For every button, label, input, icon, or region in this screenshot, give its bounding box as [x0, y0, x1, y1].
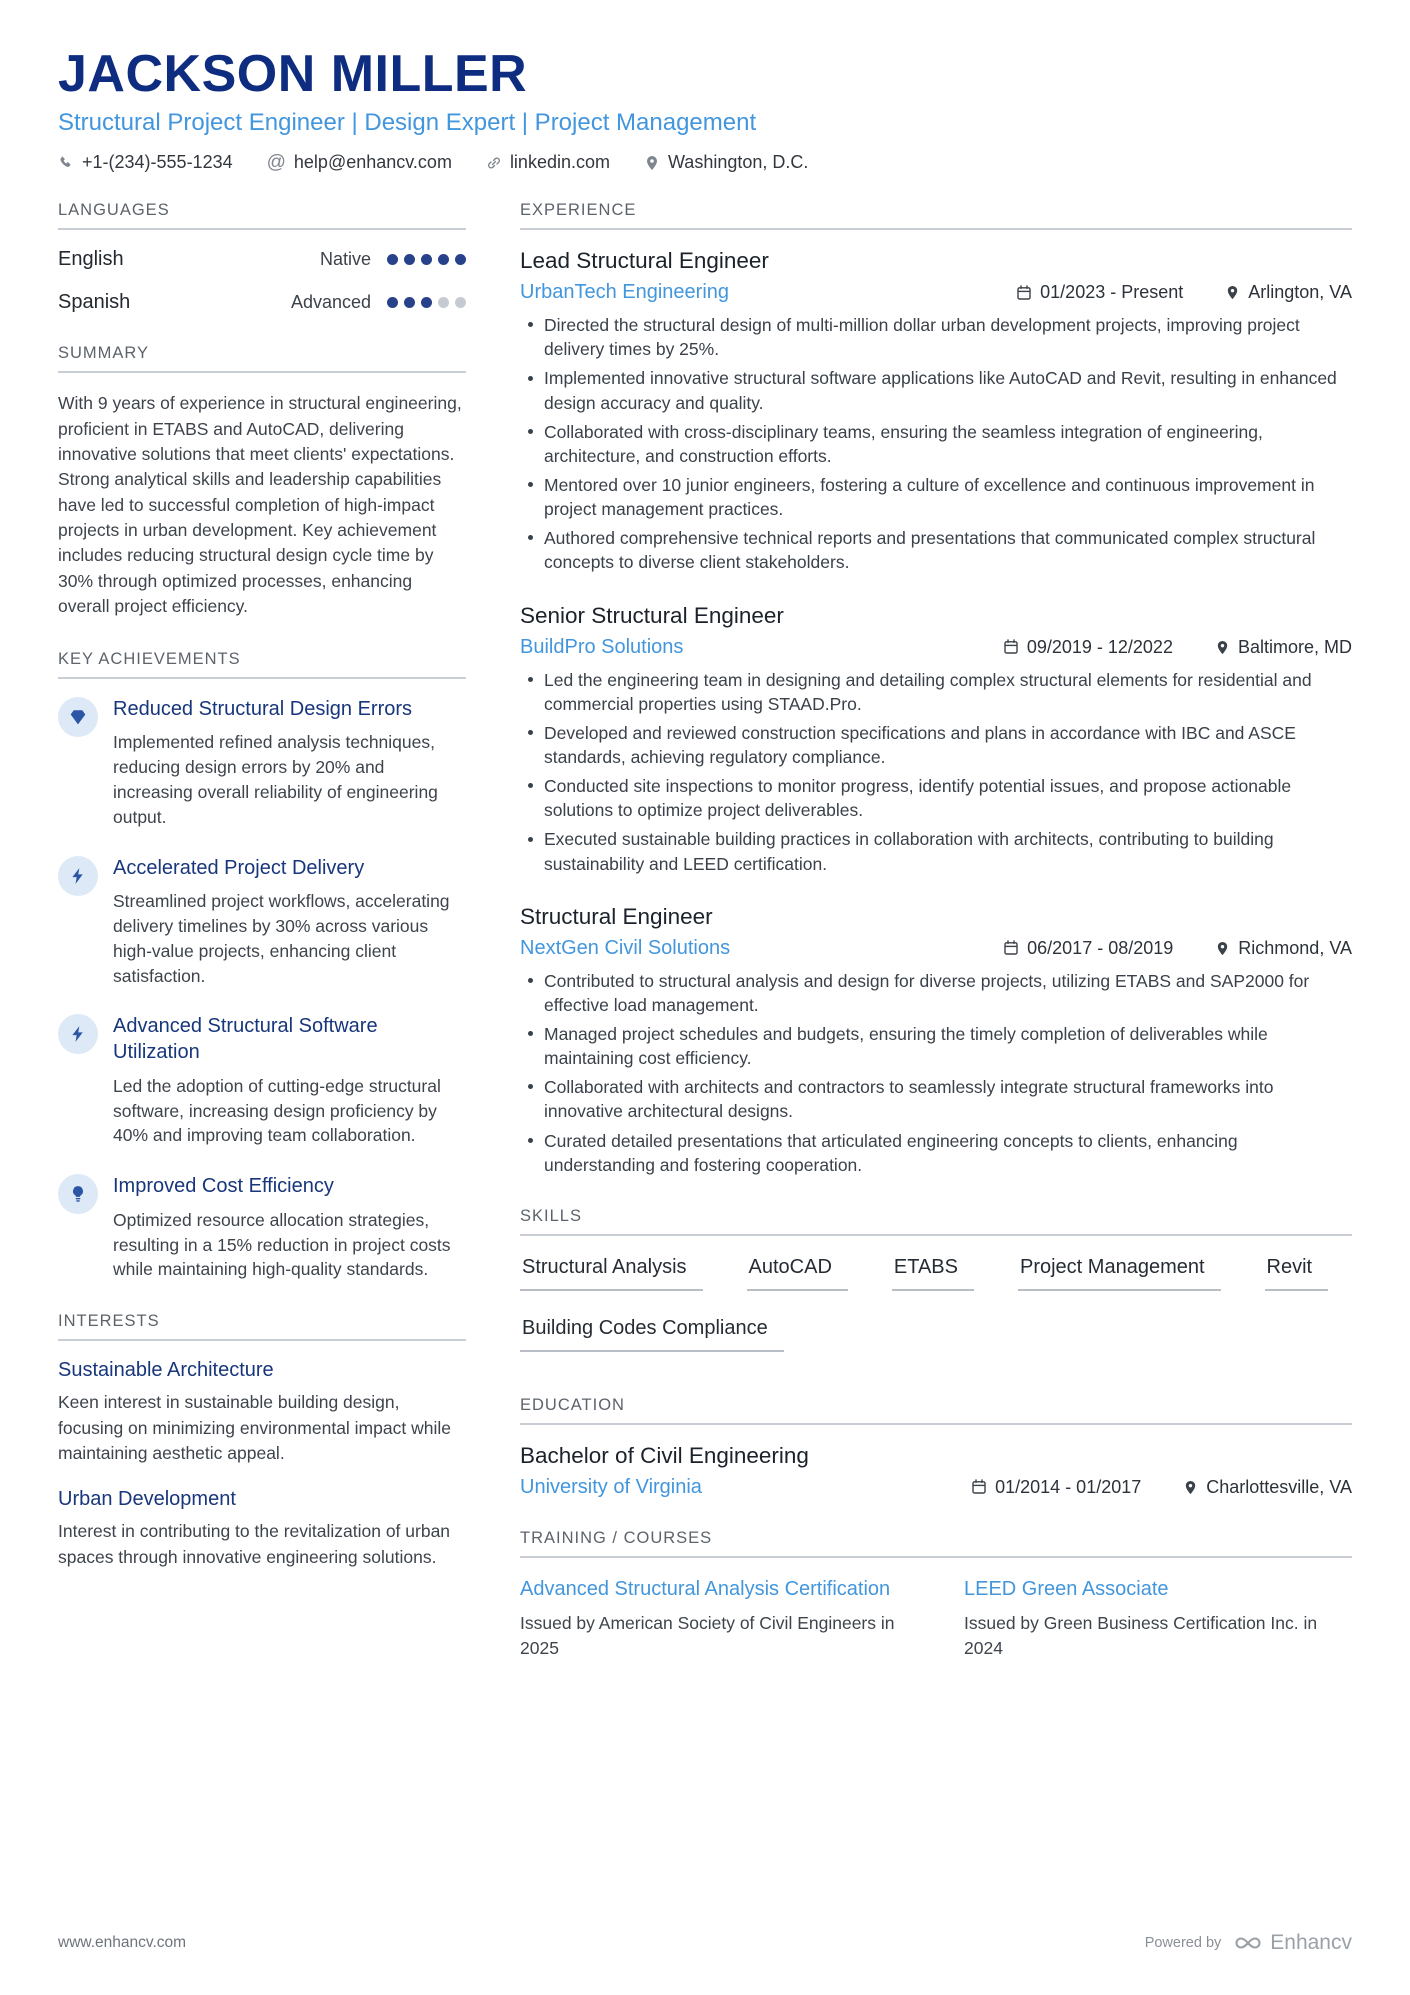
left-column: [58, 201, 466, 1600]
language-name: English: [58, 248, 124, 271]
course-title: Advanced Structural Analysis Certification: [520, 1577, 891, 1600]
dot-empty: [455, 297, 466, 308]
job-location: Baltimore, MD: [1215, 637, 1352, 658]
achievement-description: Implemented refined analysis techniques, reducing design errors by 20% and increasing overall reliability of engineering output.: [113, 732, 438, 827]
calendar-icon: [971, 1479, 987, 1495]
dot-filled: [404, 254, 415, 265]
skill-item: Building Codes Compliance: [520, 1317, 784, 1352]
achievement-description: Streamlined project workflows, accelerating delivery timelines by 30% across various high-value projects, enhancing client satisfaction.: [113, 891, 450, 986]
enhancv-logo-icon: [1233, 1935, 1263, 1951]
content-columns: [58, 201, 1352, 1691]
dot-filled: [421, 254, 432, 265]
date-range: 06/2017 - 08/2019: [1003, 938, 1173, 959]
achievement-title: Advanced Structural Software Utilization: [113, 1015, 378, 1064]
interests-section: [58, 1312, 466, 1570]
skill-item: ETABS: [892, 1256, 974, 1291]
job-location: Richmond, VA: [1215, 938, 1352, 959]
course-description: Issued by American Society of Civil Engineers in 2025: [520, 1612, 895, 1659]
school-name: University of Virginia: [520, 1475, 702, 1498]
language-item: [58, 248, 466, 271]
job-location: Arlington, VA: [1225, 282, 1352, 303]
lightning-icon: [58, 1014, 98, 1054]
experience-item: [520, 904, 1352, 1177]
bullet: Implemented innovative structural software applications like AutoCAD and Revit, resulting in enhanced design accuracy and quality.: [544, 366, 1352, 414]
calendar-icon: [1016, 285, 1032, 301]
contact-row: [58, 152, 1352, 173]
location-text: Washington, D.C.: [667, 152, 809, 173]
location-pin-icon: [1215, 941, 1230, 956]
bullet: Mentored over 10 junior engineers, fostering a culture of excellence and continuous improvement in project management practices.: [544, 473, 1352, 521]
email-icon: @: [266, 152, 286, 174]
course-item: [520, 1576, 908, 1662]
interest-title: Sustainable Architecture: [58, 1359, 274, 1382]
bullet: Curated detailed presentations that articulated engineering concepts to clients, enhancing understanding and fostering cooperation.: [544, 1129, 1352, 1177]
language-name: Spanish: [58, 291, 131, 314]
email-contact[interactable]: [267, 152, 452, 173]
interest-item: [58, 1488, 466, 1570]
interest-item: [58, 1359, 466, 1466]
training-section: [520, 1529, 1352, 1662]
training-heading: TRAINING / COURSES: [520, 1529, 1352, 1558]
summary-section: [58, 344, 466, 619]
dot-empty: [438, 297, 449, 308]
language-item: [58, 291, 466, 314]
bullet: Collaborated with architects and contractors to seamlessly integrate structural frameworks into innovative architectural designs.: [544, 1075, 1352, 1123]
course-item: [964, 1576, 1352, 1662]
job-bullets: [520, 668, 1352, 876]
languages-heading: LANGUAGES: [58, 201, 466, 230]
skill-item: Structural Analysis: [520, 1256, 703, 1291]
job-bullets: [520, 969, 1352, 1177]
language-level: Advanced: [290, 292, 371, 313]
bullet: Executed sustainable building practices in collaboration with architects, contributing to building sustainability and LEED certification.: [544, 827, 1352, 875]
candidate-name: JACKSON MILLER: [58, 45, 528, 103]
skills-section: [520, 1207, 1352, 1352]
phone-contact[interactable]: [58, 152, 233, 173]
brand-name: Enhancv: [1270, 1931, 1352, 1954]
experience-heading: EXPERIENCE: [520, 201, 1352, 230]
lightbulb-icon: [58, 1174, 98, 1214]
dot-filled: [404, 297, 415, 308]
job-title: Lead Structural Engineer: [520, 248, 769, 274]
bullet: Authored comprehensive technical reports and presentations that communicated complex structural concepts to diverse client stakeholders.: [544, 526, 1352, 574]
location-pin-icon: [1215, 640, 1230, 655]
education-heading: EDUCATION: [520, 1396, 1352, 1425]
education-dates: 01/2014 - 01/2017: [971, 1477, 1141, 1498]
achievement-description: Optimized resource allocation strategies, resulting in a 15% reduction in project costs while maintaining high-quality standards.: [113, 1209, 451, 1280]
education-location: Charlottesville, VA: [1183, 1477, 1352, 1498]
dot-filled: [387, 254, 398, 265]
phone-icon: [58, 155, 74, 171]
bullet: Managed project schedules and budgets, ensuring the timely completion of deliverables while maintaining cost efficiency.: [544, 1022, 1352, 1070]
language-level: Native: [319, 249, 371, 270]
date-range: 09/2019 - 12/2022: [1003, 637, 1173, 658]
bullet: Collaborated with cross-disciplinary teams, ensuring the seamless integration of engineering, architecture, and construction efforts.: [544, 420, 1352, 468]
header: [58, 46, 1352, 173]
company-name: UrbanTech Engineering: [520, 281, 730, 304]
linkedin-url: linkedin.com: [509, 152, 610, 173]
summary-text: With 9 years of experience in structural engineering, proficient in ETABS and AutoCAD, delivering innovative solutions that meet clients' expectations. Strong analytical skills and leadership capabilities have led to successful completion of high-impact projects in urban development. Key achievement includes reducing structural design cycle time by 30% through optimized processes, enhancing overall project efficiency.: [58, 393, 462, 617]
education-section: [520, 1396, 1352, 1499]
enhancv-website-link[interactable]: www.enhancv.com: [58, 1934, 187, 1951]
email-address: help@enhancv.com: [293, 152, 452, 173]
date-range: 01/2023 - Present: [1016, 282, 1183, 303]
course-title: LEED Green Associate: [964, 1577, 1169, 1600]
phone-number: +1-(234)-555-1234: [82, 152, 233, 173]
achievement-title: Accelerated Project Delivery: [113, 856, 365, 879]
achievement-item: [58, 856, 466, 989]
achievement-title: Improved Cost Efficiency: [113, 1175, 334, 1198]
summary-heading: SUMMARY: [58, 344, 466, 373]
job-title: Senior Structural Engineer: [520, 602, 784, 628]
skills-list: [520, 1254, 1352, 1352]
linkedin-contact[interactable]: [486, 152, 610, 173]
bullet: Directed the structural design of multi-million dollar urban development projects, improving project delivery times by 25%.: [544, 313, 1352, 361]
job-title: Structural Engineer: [520, 903, 713, 929]
company-name: BuildPro Solutions: [520, 635, 684, 658]
calendar-icon: [1003, 940, 1019, 956]
location-icon: [644, 155, 660, 171]
experience-section: [520, 201, 1352, 1177]
dot-filled: [455, 254, 466, 265]
location-pin-icon: [1183, 1480, 1198, 1495]
proficiency-dots: [387, 254, 466, 265]
dot-filled: [421, 297, 432, 308]
diamond-icon: [58, 697, 98, 737]
interest-description: Interest in contributing to the revitalization of urban spaces through innovative engineering solutions.: [58, 1521, 451, 1567]
skill-item: AutoCAD: [747, 1256, 848, 1291]
achievement-title: Reduced Structural Design Errors: [113, 697, 413, 720]
job-bullets: [520, 313, 1352, 574]
dot-filled: [438, 254, 449, 265]
lightning-icon: [58, 856, 98, 896]
bullet: Led the engineering team in designing and detailing complex structural elements for residential and commercial properties using STAAD.Pro.: [544, 668, 1352, 716]
proficiency-dots: [387, 297, 466, 308]
skills-heading: SKILLS: [520, 1207, 1352, 1236]
skill-item: Revit: [1265, 1256, 1329, 1291]
achievement-item: [58, 1174, 466, 1282]
key-achievements-heading: KEY ACHIEVEMENTS: [58, 650, 466, 679]
interest-description: Keen interest in sustainable building design, focusing on minimizing environmental impact while maintaining aesthetic appeal.: [58, 1392, 451, 1464]
location-pin-icon: [1225, 285, 1240, 300]
bullet: Contributed to structural analysis and design for diverse projects, utilizing ETABS and SAP2000 for effective load management.: [544, 969, 1352, 1017]
right-column: [520, 201, 1352, 1691]
key-achievements-section: [58, 650, 466, 1283]
achievement-description: Led the adoption of cutting-edge structural software, increasing design proficiency by 40% and improving team collaboration.: [113, 1075, 441, 1146]
skill-item: Project Management: [1018, 1256, 1221, 1291]
headline: Structural Project Engineer | Design Expert | Project Management: [58, 109, 757, 137]
interests-heading: INTERESTS: [58, 1312, 466, 1341]
experience-item: [520, 248, 1352, 574]
company-name: NextGen Civil Solutions: [520, 936, 731, 959]
languages-section: [58, 201, 466, 314]
degree-title: Bachelor of Civil Engineering: [520, 1442, 809, 1468]
link-icon: [486, 155, 502, 171]
bullet: Conducted site inspections to monitor progress, identify potential issues, and propose actionable solutions to optimize project deliverables.: [544, 774, 1352, 822]
dot-filled: [387, 297, 398, 308]
course-description: Issued by Green Business Certification Inc. in 2024: [964, 1612, 1318, 1659]
experience-item: [520, 603, 1352, 876]
powered-by-label: Powered by: [1144, 1935, 1222, 1951]
footer: [58, 1931, 1352, 1955]
powered-by: [1145, 1931, 1352, 1955]
bullet: Developed and reviewed construction specifications and plans in accordance with IBC and ASCE standards, achieving regulatory compliance.: [544, 721, 1352, 769]
calendar-icon: [1003, 639, 1019, 655]
location-contact: [644, 152, 808, 173]
achievement-item: [58, 697, 466, 830]
achievement-item: [58, 1014, 466, 1148]
interest-title: Urban Development: [58, 1488, 236, 1511]
